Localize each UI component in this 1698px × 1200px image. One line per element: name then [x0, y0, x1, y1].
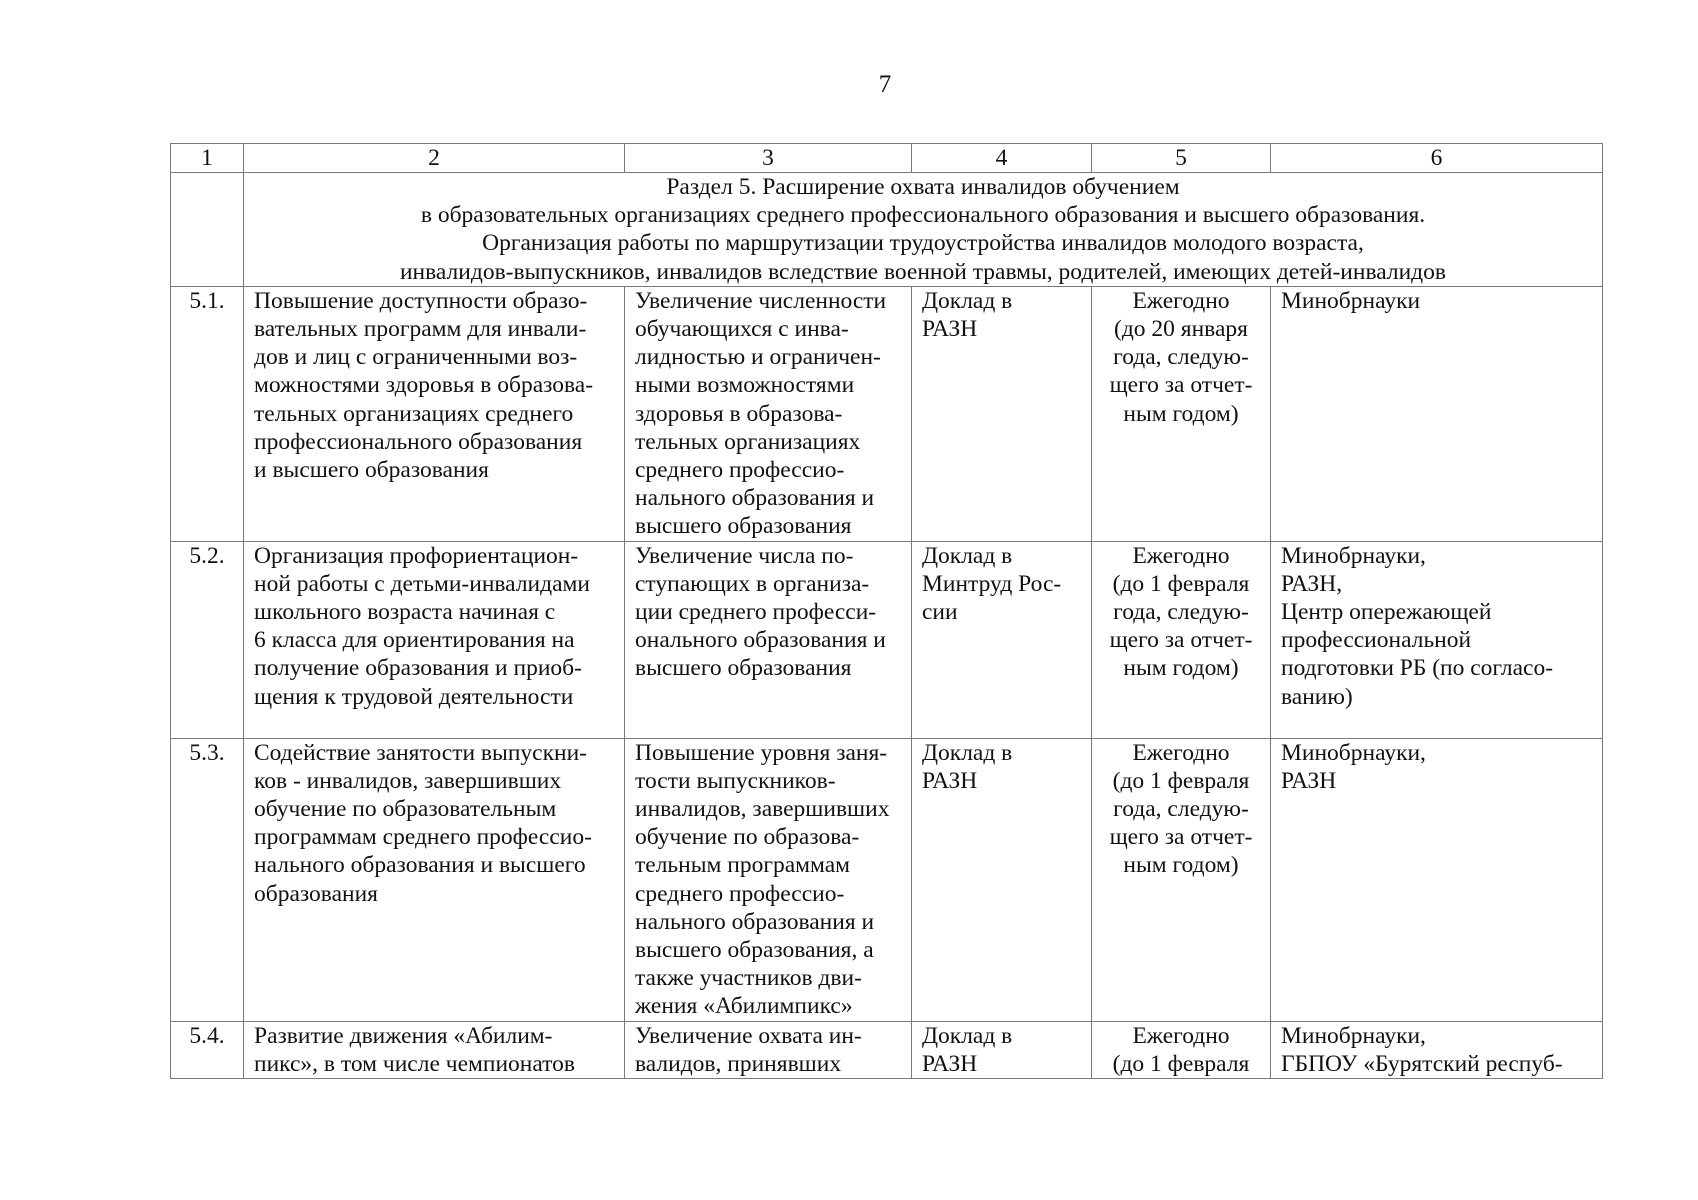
- table-row: [171, 738, 1603, 1021]
- row-number-cell: 5.4.: [171, 1021, 244, 1078]
- deadline-line: (до 20 января: [1114, 316, 1248, 343]
- table-row: [171, 286, 1603, 541]
- result-line: нального образования и: [635, 908, 875, 935]
- responsible-line: ГБПОУ «Бурятский респуб-: [1281, 1050, 1563, 1077]
- activity-line: Повышение доступности образо-: [254, 287, 588, 314]
- report-line: Доклад в: [922, 1022, 1013, 1049]
- responsible-line: Минобрнауки,: [1281, 1022, 1426, 1049]
- activity-line: обучение по образовательным: [254, 796, 557, 823]
- report-cell: [912, 738, 1092, 1021]
- result-cell: [625, 1021, 912, 1078]
- deadline-line: (до 1 февраля: [1112, 570, 1250, 597]
- activity-line: Организация профориентацион-: [254, 542, 579, 569]
- activity-line: нального образования и высшего: [254, 852, 586, 879]
- responsible-line: РАЗН,: [1281, 570, 1343, 597]
- deadline-line: года, следую-: [1113, 344, 1249, 371]
- result-cell: [625, 541, 912, 738]
- activity-line: профессионального образования: [254, 428, 583, 455]
- activity-line: вательных программ для инвали-: [254, 316, 587, 343]
- row-number-cell: 5.3.: [171, 738, 244, 1021]
- activity-line: пикс», в том числе чемпионатов: [254, 1050, 575, 1077]
- column-number-row: [171, 144, 1603, 173]
- deadline-cell: [1092, 738, 1271, 1021]
- result-line: Увеличение численности: [635, 287, 887, 314]
- result-line: Увеличение охвата ин-: [635, 1022, 862, 1049]
- report-cell: [912, 286, 1092, 541]
- result-line: жения «Абилимпикс»: [635, 993, 853, 1020]
- responsible-cell: [1271, 286, 1603, 541]
- activity-line: и высшего образования: [254, 457, 489, 484]
- result-line: высшего образования, а: [635, 937, 874, 964]
- deadline-line: щего за отчет-: [1109, 824, 1253, 851]
- deadline-line: щего за отчет-: [1109, 627, 1253, 654]
- report-cell: [912, 541, 1092, 738]
- report-line: Минтруд Рос-: [922, 570, 1062, 597]
- activity-cell: [244, 541, 625, 738]
- result-line: обучающихся с инва-: [635, 316, 849, 343]
- column-number-cell: 2: [244, 144, 625, 173]
- deadline-line: Ежегодно: [1132, 739, 1230, 766]
- result-line: также участников дви-: [635, 965, 862, 992]
- report-line: сии: [922, 599, 958, 626]
- activity-line: щения к трудовой деятельности: [254, 683, 574, 710]
- report-line: Доклад в: [922, 739, 1013, 766]
- result-line: здоровья в образова-: [635, 400, 843, 427]
- result-line: ступающих в организа-: [635, 570, 870, 597]
- section-title-line: Организация работы по маршрутизации трудоустройства инвалидов молодого возраста,: [482, 230, 1364, 257]
- deadline-line: Ежегодно: [1132, 542, 1230, 569]
- section-title-line: в образовательных организациях среднего профессионального образования и высшего образования.: [420, 202, 1426, 229]
- table-row: [171, 1021, 1603, 1078]
- deadline-line: года, следую-: [1113, 599, 1249, 626]
- report-line: Доклад в: [922, 287, 1013, 314]
- activity-cell: [244, 738, 625, 1021]
- responsible-line: Минобрнауки: [1281, 287, 1421, 314]
- activity-cell: [244, 286, 625, 541]
- report-cell: [912, 1021, 1092, 1078]
- responsible-line: профессиональной: [1281, 627, 1472, 654]
- responsible-cell: [1271, 738, 1603, 1021]
- responsible-line: Минобрнауки,: [1281, 739, 1426, 766]
- deadline-cell: [1092, 541, 1271, 738]
- section-number-cell: [171, 173, 244, 287]
- column-number-cell: 1: [171, 144, 244, 173]
- column-number-cell: 3: [625, 144, 912, 173]
- result-line: тости выпускников-: [635, 767, 836, 794]
- activity-line: 6 класса для ориентирования на: [254, 627, 575, 654]
- result-line: лидностью и ограничен-: [635, 344, 881, 371]
- result-line: среднего профессио-: [635, 880, 845, 907]
- responsible-cell: [1271, 541, 1603, 738]
- responsible-line: Центр опережающей: [1281, 599, 1492, 626]
- activity-line: Развитие движения «Абилим-: [254, 1022, 553, 1049]
- activity-line: школьного возраста начиная с: [254, 599, 556, 626]
- activity-line: дов и лиц с ограниченными воз-: [254, 344, 578, 371]
- deadline-line: Ежегодно: [1132, 287, 1230, 314]
- responsible-line: Минобрнауки,: [1281, 542, 1426, 569]
- activity-line: можностями здоровья в образова-: [254, 372, 594, 399]
- result-line: Повышение уровня заня-: [635, 739, 888, 766]
- responsible-cell: [1271, 1021, 1603, 1078]
- result-line: обучение по образова-: [635, 824, 860, 851]
- report-line: РАЗН: [922, 316, 978, 343]
- result-line: среднего профессио-: [635, 457, 845, 484]
- section-title-line: Раздел 5. Расширение охвата инвалидов обучением: [666, 174, 1180, 200]
- deadline-line: ным годом): [1123, 852, 1239, 879]
- result-line: онального образования и: [635, 627, 886, 654]
- deadline-line: (до 1 февраля: [1112, 767, 1250, 794]
- result-line: тельным программам: [635, 852, 851, 879]
- page-number: 7: [878, 71, 892, 98]
- result-cell: [625, 286, 912, 541]
- activity-line: получение образования и приоб-: [254, 655, 582, 682]
- column-number-cell: 4: [912, 144, 1092, 173]
- column-number-cell: 6: [1271, 144, 1603, 173]
- section-title: [244, 173, 1603, 287]
- result-line: валидов, принявших: [635, 1050, 842, 1077]
- activity-line: ков - инвалидов, завершивших: [254, 767, 562, 794]
- row-number-cell: 5.2.: [171, 541, 244, 738]
- deadline-line: Ежегодно: [1132, 1022, 1230, 1049]
- deadline-cell: [1092, 1021, 1271, 1078]
- result-line: инвалидов, завершивших: [635, 796, 890, 823]
- activity-line: ной работы с детьми-инвалидами: [254, 570, 590, 597]
- activity-cell: [244, 1021, 625, 1078]
- responsible-line: РАЗН: [1281, 767, 1337, 794]
- result-line: высшего образования: [635, 655, 852, 682]
- section-heading-row: [171, 173, 1603, 287]
- result-cell: [625, 738, 912, 1021]
- report-line: РАЗН: [922, 1050, 978, 1077]
- activity-line: образования: [254, 880, 378, 907]
- result-line: нального образования и: [635, 485, 875, 512]
- result-line: ции среднего професси-: [635, 599, 877, 626]
- deadline-cell: [1092, 286, 1271, 541]
- table-row: [171, 541, 1603, 738]
- section-title-line: инвалидов-выпускников, инвалидов вследствие военной травмы, родителей, имеющих детей-инвалидов: [399, 258, 1446, 285]
- deadline-line: года, следую-: [1113, 796, 1249, 823]
- row-number-cell: 5.1.: [171, 286, 244, 541]
- deadline-line: ным годом): [1123, 655, 1239, 682]
- responsible-line: ванию): [1281, 683, 1353, 710]
- result-line: высшего образования: [635, 513, 852, 540]
- deadline-line: щего за отчет-: [1109, 372, 1253, 399]
- report-line: РАЗН: [922, 767, 978, 794]
- report-line: Доклад в: [922, 542, 1013, 569]
- result-line: тельных организациях: [635, 428, 861, 455]
- activity-line: тельных организациях среднего: [254, 400, 574, 427]
- responsible-line: подготовки РБ (по согласо-: [1281, 655, 1554, 682]
- deadline-line: ным годом): [1123, 400, 1239, 427]
- activities-table: [170, 143, 1603, 1079]
- result-line: ными возможностями: [635, 372, 855, 399]
- result-line: Увеличение числа по-: [635, 542, 854, 569]
- column-number-cell: 5: [1092, 144, 1271, 173]
- activity-line: программам среднего профессио-: [254, 824, 592, 851]
- deadline-line: (до 1 февраля: [1112, 1050, 1250, 1077]
- activity-line: Содействие занятости выпускни-: [254, 739, 587, 766]
